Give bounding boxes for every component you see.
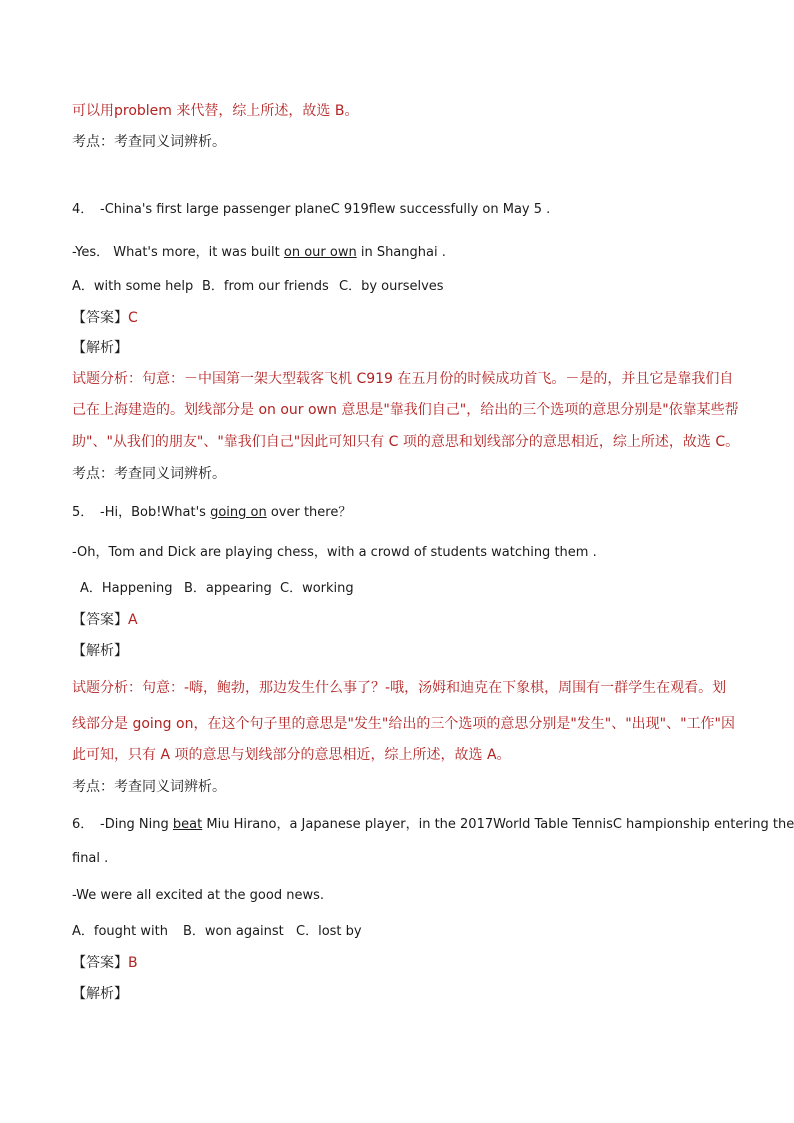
answer-value: B [128,955,138,971]
text: A [160,747,171,763]
text: -Yes． What's more，it was built [72,245,284,260]
option-b: B．appearing [184,581,272,596]
analysis-text: 试题分析：句意：-嗨，鲍勃，那边发生什么事了？-哦，汤姆和迪克在下象棋，周围有一群学生在观看。划 [72,680,727,696]
text: over there？ [266,505,352,520]
question-number: 4． [72,202,94,217]
text: -Ding Ning [100,817,173,832]
explanation-continuation [72,102,358,120]
answer-label: 【答案】 [72,310,128,326]
underlined-phrase: on our own [283,245,357,260]
text: ，在这个句子里的意思是"发生"给出的三个选项的意思分别是"发生"、"出现"、"工作"因 [193,716,735,732]
text: A [486,747,497,763]
text: 来代替，综上所述，故选 [171,103,335,119]
question-5-options [80,580,354,598]
text: 项的意思与划线部分的意思相近，综上所述，故选 [170,747,487,763]
text: 。 [344,103,359,119]
answer-label: 【答案】 [72,955,128,971]
question-6-line-1b: final . [72,851,109,866]
text: in Shanghai . [356,245,446,260]
analysis-text: 助"、"从我们的朋友"、"靠我们自己"因此可知只有 C 项的意思和划线部分的意思相近，综上所述，故选 C。 [72,434,740,450]
option-b: B．won against [183,924,284,939]
text: 此可知，只有 [72,747,161,763]
answer-line [72,611,138,629]
answer-label: 【答案】 [72,612,128,628]
option-a: A．with some help [72,279,194,294]
text: going on [132,716,194,732]
text: -Hi，Bob!What's [100,505,211,520]
key-point: 考点：考查同义词辨析。 [72,134,226,150]
underlined-phrase: going on [210,505,267,520]
analysis-text [72,746,511,764]
key-point: 考点：考查同义词辨析。 [72,466,226,482]
option-a: A．fought with [72,924,168,939]
option-a: A．Happening [80,581,173,596]
question-number: 6． [72,817,94,832]
option-b: B．from our friends [202,279,329,294]
question-4-options [72,278,444,296]
analysis-label: 【解析】 [72,643,128,659]
answer-line [72,309,138,327]
analysis-text [72,715,735,733]
option-c: C．lost by [296,924,362,939]
text: problem [114,103,172,119]
question-text: -China's first large passenger planeC 919flew successfully on May 5 . [100,202,551,217]
analysis-label: 【解析】 [72,986,128,1002]
key-point: 考点：考查同义词辨析。 [72,779,226,795]
answer-line [72,954,138,972]
question-number: 5． [72,505,94,520]
question-4-line-1 [72,201,550,219]
text: 。 [496,747,511,763]
text: B [334,103,345,119]
underlined-phrase: beat [172,817,203,832]
question-5-line-1 [72,504,351,522]
question-5-line-2: -Oh，Tom and Dick are playing chess，with a crowd of students watching them . [72,545,597,560]
option-c: C．by ourselves [339,279,444,294]
answer-value: A [128,612,138,628]
question-6-line-1 [72,816,794,834]
question-6-options [72,923,362,941]
analysis-label: 【解析】 [72,340,128,356]
option-c: C．working [280,581,354,596]
analysis-text: 己在上海建造的。划线部分是 on our own 意思是"靠我们自己"，给出的三个选项的意思分别是"依靠某些帮 [72,402,739,418]
analysis-text: 试题分析：句意：－中国第一架大型载客飞机 C919 在五月份的时候成功首飞。－是的，并且它是靠我们自 [72,371,734,387]
question-4-line-2 [72,244,446,262]
answer-value: C [128,310,138,326]
text: 线部分是 [72,716,133,732]
text: 可以用 [72,103,114,119]
text: Miu Hirano，a Japanese player，in the 2017World Table TennisC hampionship entering the [202,817,794,832]
question-6-line-2: -We were all excited at the good news. [72,888,324,903]
